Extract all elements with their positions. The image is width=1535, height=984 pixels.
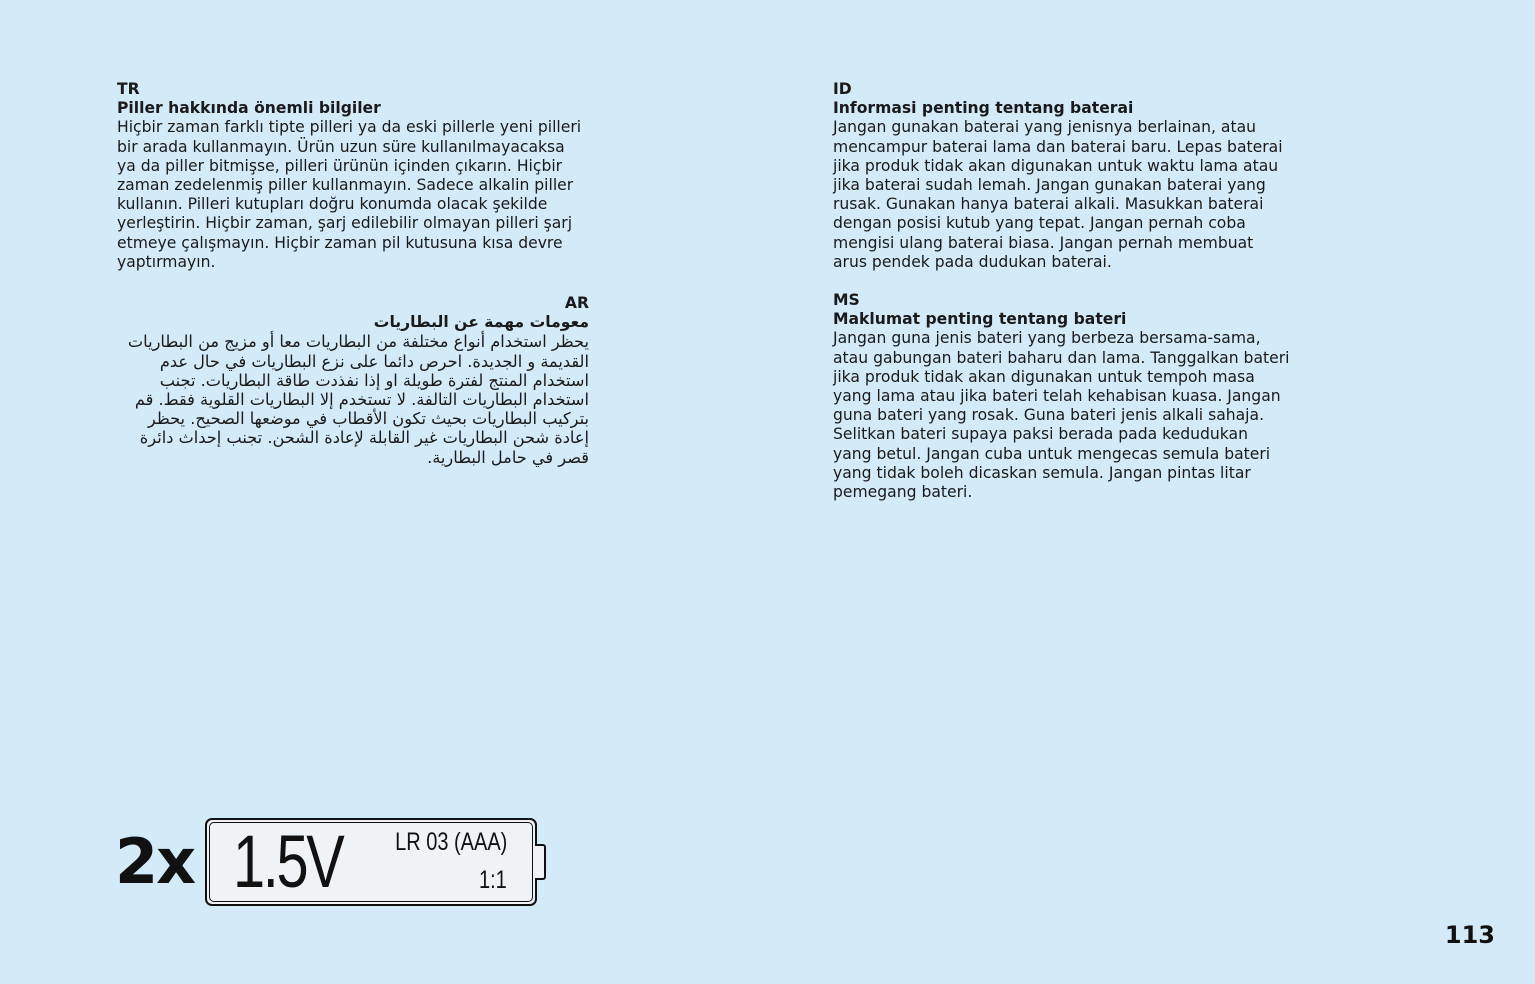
battery-illustration — [115, 816, 555, 908]
battery-icon — [205, 818, 537, 906]
section-body: Jangan guna jenis bateri yang berbeza bersama-sama, atau gabungan bateri baharu dan lama. Tanggalkan bateri jika produk tidak akan digunakan untuk tempoh masa yang lama atau jika bateri telah kehabisan kuasa. Jangan guna bateri yang rosak. Guna bateri jenis alkali sahaja. Selitkan bateri supaya paksi berada pada kedudukan yang betul. Jangan cuba untuk mengecas semula bateri yang tidak boleh dicaskan semula. Jangan pintas litar pemegang bateri. — [833, 329, 1290, 502]
battery-quantity: 2x — [115, 825, 195, 898]
section-ar — [117, 294, 589, 467]
section-body: يحظر استخدام أنواع مختلفة من البطاريات معا أو مزيج من البطاريات القديمة و الجديدة. احرص دائما على نزع البطاريات في حال عدم استخدام المنتج لفترة طويلة او إذا نفذدت طاقة البطاريات. تجنب استخدام البطاريات التالفة. لا تستخدم إلا البطاريات القلوية فقط. قم بتركيب البطاريات بحيث تكون الأقطاب في موضعها الصحيح. يحظر إعادة شحن البطاريات غير القابلة لإعادة الشحن. تجنب إحداث دائرة قصر في حامل البطارية. — [127, 332, 589, 467]
battery-voltage: 1.5V — [233, 820, 343, 903]
language-code: MS — [833, 291, 860, 309]
section-ms — [833, 291, 1313, 502]
section-tr — [117, 80, 597, 272]
language-code: TR — [117, 80, 140, 98]
battery-ratio: 1:1 — [479, 866, 507, 894]
section-heading: Informasi penting tentang baterai — [833, 99, 1134, 118]
battery-size-code: LR 03 (AAA) — [394, 828, 507, 856]
section-heading: معومات مهمة عن البطاريات — [373, 313, 589, 332]
language-code: ID — [833, 80, 852, 98]
section-id — [833, 80, 1313, 272]
section-body: Jangan gunakan baterai yang jenisnya berlainan, atau mencampur baterai lama dan baterai baru. Lepas baterai jika produk tidak akan digunakan untuk waktu lama atau jika baterai sudah lemah. Jangan gunakan baterai yang rusak. Gunakan hanya baterai alkali. Masukkan baterai dengan posisi kutub yang tepat. Jangan pernah coba mengisi ulang baterai biasa. Jangan pernah membuat arus pendek pada dudukan baterai. — [833, 118, 1283, 271]
section-heading: Piller hakkında önemli bilgiler — [117, 99, 381, 118]
section-body: Hiçbir zaman farklı tipte pilleri ya da eski pillerle yeni pilleri bir arada kullanmayın. Ürün uzun süre kullanılmayacaksa ya da piller bitmişse, pilleri ürünün içinden çıkarın. Hiçbir zaman zedelenmiş piller kullanmayın. Sadece alkalin piller kullanın. Pilleri kutupları doğru konumda olacak şekilde yerleştirin. Hiçbir zaman, şarj edilebilir olmayan pilleri şarj etmeye çalışmayın. Hiçbir zaman pil kutusuna kısa devre yaptırmayın. — [117, 118, 582, 271]
page-number: 113 — [1444, 921, 1495, 949]
battery-terminal-icon — [535, 844, 546, 880]
language-code: AR — [564, 294, 589, 312]
section-heading: Maklumat penting tentang bateri — [833, 310, 1127, 329]
